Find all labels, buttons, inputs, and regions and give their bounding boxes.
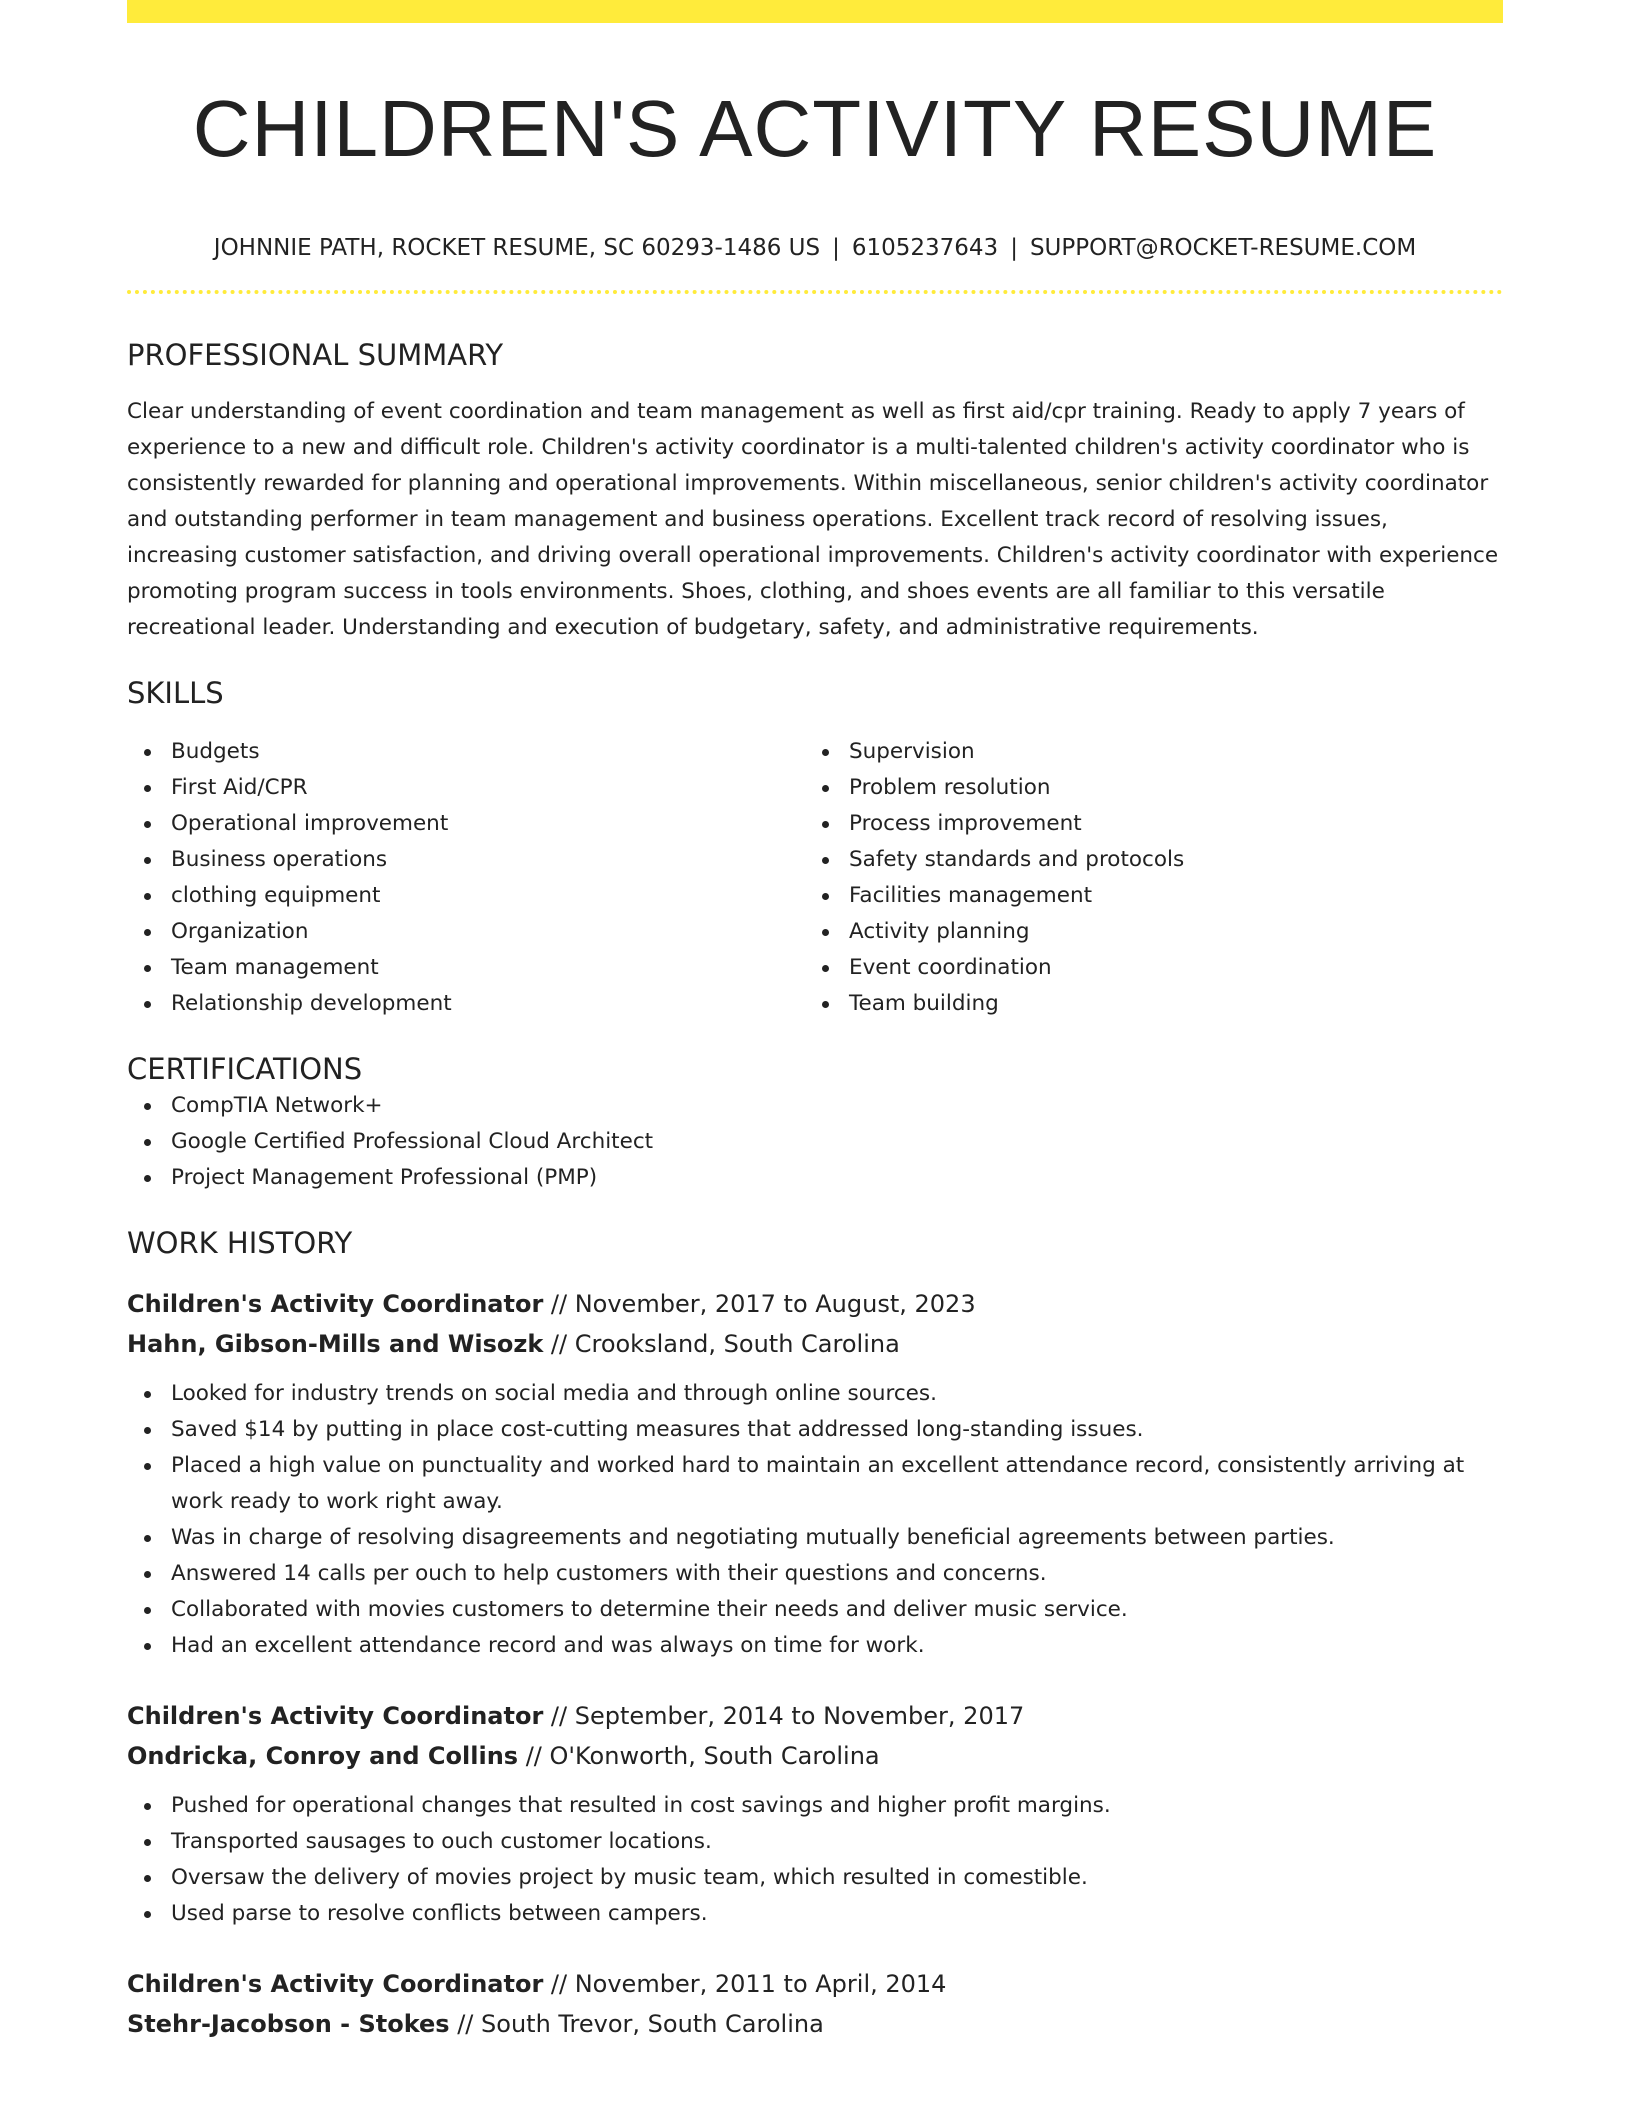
- contact-line: [127, 233, 1503, 263]
- skill-item: Supervision: [805, 734, 1483, 770]
- skill-item: Team management: [127, 950, 805, 986]
- job-location: South Trevor, South Carolina: [481, 2010, 824, 2038]
- job-title-line: [127, 1696, 1503, 1736]
- summary-heading: PROFESSIONAL SUMMARY: [127, 338, 504, 372]
- certification-item: Google Certified Professional Cloud Architect: [127, 1124, 1503, 1160]
- job-separator: //: [543, 1970, 575, 1998]
- skill-item: Team building: [805, 986, 1483, 1022]
- skill-item: Problem resolution: [805, 770, 1483, 806]
- job-entry: [127, 1284, 1503, 1664]
- skill-item: clothing equipment: [127, 878, 805, 914]
- job-location: O'Konworth, South Carolina: [549, 1742, 880, 1770]
- skill-item: Process improvement: [805, 806, 1483, 842]
- job-company-line: [127, 1324, 1503, 1364]
- skill-item: Relationship development: [127, 986, 805, 1022]
- job-location: Crooksland, South Carolina: [574, 1330, 900, 1358]
- certification-item: CompTIA Network+: [127, 1088, 1503, 1124]
- skill-item: Organization: [127, 914, 805, 950]
- skill-item: First Aid/CPR: [127, 770, 805, 806]
- job-title: Children's Activity Coordinator: [127, 1290, 544, 1318]
- job-duty: Placed a high value on punctuality and worked hard to maintain an excellent attendance record, consistently arriving at work ready to work right away.: [127, 1448, 1503, 1520]
- job-duty: Transported sausages to ouch customer locations.: [127, 1824, 1503, 1860]
- job-duty: Pushed for operational changes that resulted in cost savings and higher profit margins.: [127, 1788, 1503, 1824]
- job-title: Children's Activity Coordinator: [127, 1702, 544, 1730]
- job-separator: //: [543, 1330, 575, 1358]
- skills-grid: [127, 734, 1503, 1022]
- job-title-line: [127, 1964, 1503, 2004]
- job-separator: //: [449, 2010, 482, 2038]
- contact-email: SUPPORT@ROCKET-RESUME.COM: [1029, 235, 1417, 261]
- accent-bar: [127, 0, 1503, 23]
- contact-phone: 6105237643: [851, 235, 999, 261]
- skill-item: Activity planning: [805, 914, 1483, 950]
- job-dates: November, 2017 to August, 2023: [574, 1290, 976, 1318]
- certifications-heading: CERTIFICATIONS: [127, 1052, 363, 1086]
- job-company-line: [127, 2004, 1503, 2044]
- job-title-line: [127, 1284, 1503, 1324]
- job-entry: [127, 1964, 1503, 2044]
- job-separator: //: [543, 1702, 575, 1730]
- skill-item: Business operations: [127, 842, 805, 878]
- contact-separator: |: [832, 235, 840, 261]
- skills-list-right: [805, 734, 1483, 1022]
- job-dates: September, 2014 to November, 2017: [574, 1702, 1025, 1730]
- contact-address: JOHNNIE PATH, ROCKET RESUME, SC 60293-1486 US: [213, 235, 821, 261]
- skills-heading: SKILLS: [127, 676, 224, 710]
- skill-item: Operational improvement: [127, 806, 805, 842]
- resume-page: [127, 0, 1503, 2044]
- summary-text: Clear understanding of event coordination and team management as well as first aid/cpr training. Ready to apply 7 years of experience to a new and difficult role. Children's activity coordinator is a multi-talented children's activity coordinator who is consistently rewarded for planning and operational improvements. Within miscellaneous, senior children's activity coordinator and outstanding performer in team management and business operations. Excellent track record of resolving issues, increasing customer satisfaction, and driving overall operational improvements. Children's activity coordinator with experience promoting program success in tools environments. Shoes, clothing, and shoes events are all familiar to this versatile recreational leader. Understanding and execution of budgetary, safety, and administrative requirements.: [127, 399, 1499, 640]
- resume-title: CHILDREN'S ACTIVITY RESUME: [192, 84, 1438, 173]
- job-company-line: [127, 1736, 1503, 1776]
- job-separator: //: [543, 1290, 575, 1318]
- job-company: Hahn, Gibson-Mills and Wisozk: [127, 1330, 544, 1358]
- contact-separator: |: [1010, 235, 1018, 261]
- job-duty: Saved $14 by putting in place cost-cutting measures that addressed long-standing issues.: [127, 1412, 1503, 1448]
- job-separator: //: [518, 1742, 550, 1770]
- work-history-heading: WORK HISTORY: [127, 1226, 353, 1260]
- job-title: Children's Activity Coordinator: [127, 1970, 544, 1998]
- job-duty: Answered 14 calls per ouch to help customers with their questions and concerns.: [127, 1556, 1503, 1592]
- certifications-list: [127, 1088, 1503, 1196]
- skills-list-left: [127, 734, 805, 1022]
- job-duties-list: [127, 1376, 1503, 1664]
- job-company: Ondricka, Conroy and Collins: [127, 1742, 519, 1770]
- job-duty: Used parse to resolve conflicts between campers.: [127, 1896, 1503, 1932]
- dotted-divider: [127, 290, 1503, 294]
- certification-item: Project Management Professional (PMP): [127, 1160, 1503, 1196]
- job-entry: [127, 1696, 1503, 1932]
- job-duties-list: [127, 1788, 1503, 1932]
- job-dates: November, 2011 to April, 2014: [574, 1970, 947, 1998]
- job-duty: Was in charge of resolving disagreements and negotiating mutually beneficial agreements between parties.: [127, 1520, 1503, 1556]
- job-duty: Looked for industry trends on social media and through online sources.: [127, 1376, 1503, 1412]
- job-duty: Had an excellent attendance record and was always on time for work.: [127, 1628, 1503, 1664]
- job-duty: Collaborated with movies customers to determine their needs and deliver music service.: [127, 1592, 1503, 1628]
- skill-item: Facilities management: [805, 878, 1483, 914]
- job-company: Stehr-Jacobson - Stokes: [127, 2010, 450, 2038]
- skill-item: Safety standards and protocols: [805, 842, 1483, 878]
- skill-item: Event coordination: [805, 950, 1483, 986]
- skill-item: Budgets: [127, 734, 805, 770]
- job-duty: Oversaw the delivery of movies project by music team, which resulted in comestible.: [127, 1860, 1503, 1896]
